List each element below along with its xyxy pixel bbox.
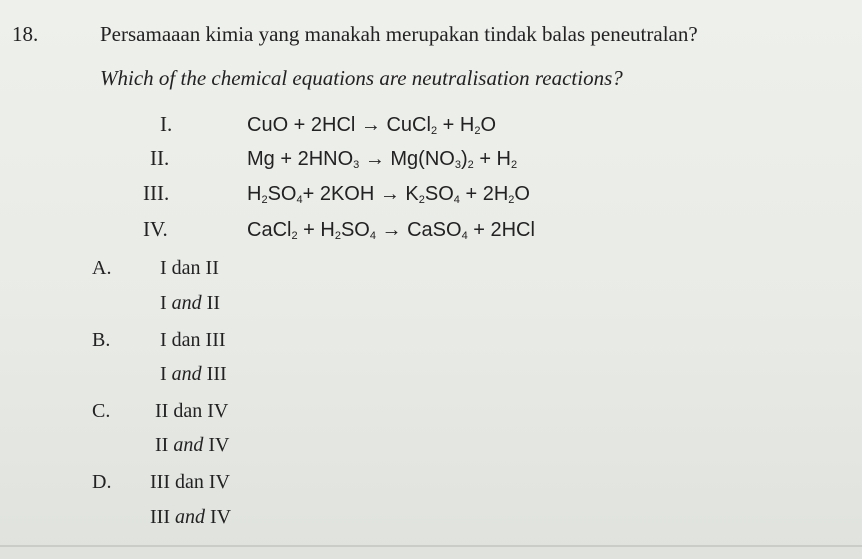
option-d-malay[interactable]: III dan IV <box>150 471 230 493</box>
option-b-malay[interactable]: I dan III <box>160 329 226 351</box>
equation-label-4: IV. <box>143 217 168 241</box>
option-a-letter[interactable]: A. <box>92 257 112 279</box>
equation-label-3: III. <box>143 181 170 205</box>
option-d-english[interactable]: III and IV <box>150 506 232 528</box>
equation-label-2: II. <box>150 146 170 170</box>
option-b-letter[interactable]: B. <box>92 329 111 351</box>
option-c-malay[interactable]: II dan IV <box>155 400 229 422</box>
question-stem-english: Which of the chemical equations are neutralisation reactions? <box>100 66 623 90</box>
option-c-letter[interactable]: C. <box>92 400 111 422</box>
question-stem-malay: Persamaaan kimia yang manakah merupakan tindak balas peneutralan? <box>100 22 698 46</box>
option-a-malay[interactable]: I dan II <box>160 257 219 279</box>
question-number: 18. <box>12 22 39 46</box>
equation-4: CaCl$_2$ + $H_2SO_4$ → CaSO$_4$ + 2HCl <box>247 219 535 242</box>
page-bottom-rule <box>0 545 862 547</box>
option-d-letter[interactable]: D. <box>92 471 112 493</box>
equation-label-1: I. <box>160 112 173 136</box>
equation-2: $Mg + 2HNO_3 \to Mg(NO_3)_2 + H_2$ <box>247 148 518 171</box>
equation-3: $H_2SO_4+ 2KOH \to K_2SO_4 + 2H_2O$ <box>247 183 530 206</box>
option-a-english[interactable]: I and II <box>160 292 220 314</box>
option-b-english[interactable]: I and III <box>160 363 227 385</box>
equation-1: CuO + 2HCl → CuCl$_2$ + $H_2O$ <box>247 114 496 137</box>
option-c-english[interactable]: II and IV <box>155 434 230 456</box>
